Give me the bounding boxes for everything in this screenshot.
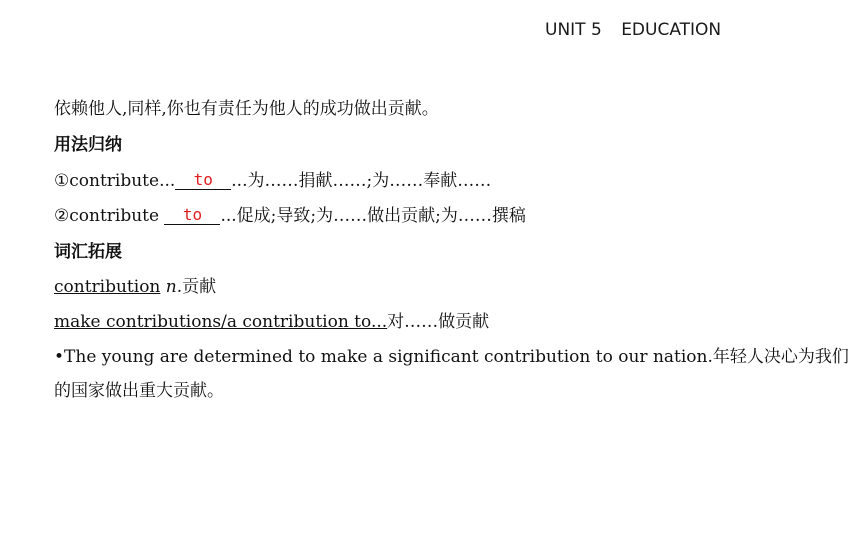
usage-item-1 (54, 169, 491, 193)
unit-label: UNIT 5 (545, 20, 602, 40)
answer-blank-2 (164, 206, 220, 225)
answer-1: to (193, 170, 213, 189)
unit-title: EDUCATION (621, 20, 722, 40)
usage-item-1-suffix: ...为……捐献……;为……奉献…… (231, 171, 492, 191)
vocab-item-2 (54, 310, 489, 334)
vocab-phrase-meaning: 对……做贡献 (387, 312, 490, 332)
usage-item-2-prefix: ②contribute (54, 206, 165, 226)
usage-item-2 (54, 204, 526, 228)
vocab-word: contribution (54, 277, 161, 297)
header (545, 20, 721, 40)
example-sentence-line-1: •The young are determined to make a significant contribution to our nation.年轻人决心为我们 (54, 347, 849, 367)
translation-line: 依赖他人,同样,你也有责任为他人的成功做出贡献。 (54, 99, 439, 119)
vocab-item-1 (54, 275, 216, 299)
vocab-phrase: make contributions/a contribution to... (54, 312, 388, 332)
usage-item-2-suffix: ...促成;导致;为……做出贡献;为……撰稿 (220, 206, 526, 226)
usage-item-1-prefix: ①contribute... (54, 171, 176, 191)
usage-heading: 用法归纳 (54, 135, 122, 155)
vocab-meaning: 贡献 (182, 277, 217, 297)
vocab-heading: 词汇拓展 (54, 242, 122, 262)
answer-2: to (182, 205, 203, 224)
answer-blank-1 (175, 171, 231, 190)
part-of-speech: n. (165, 277, 183, 297)
example-sentence-line-2: 的国家做出重大贡献。 (54, 381, 224, 401)
